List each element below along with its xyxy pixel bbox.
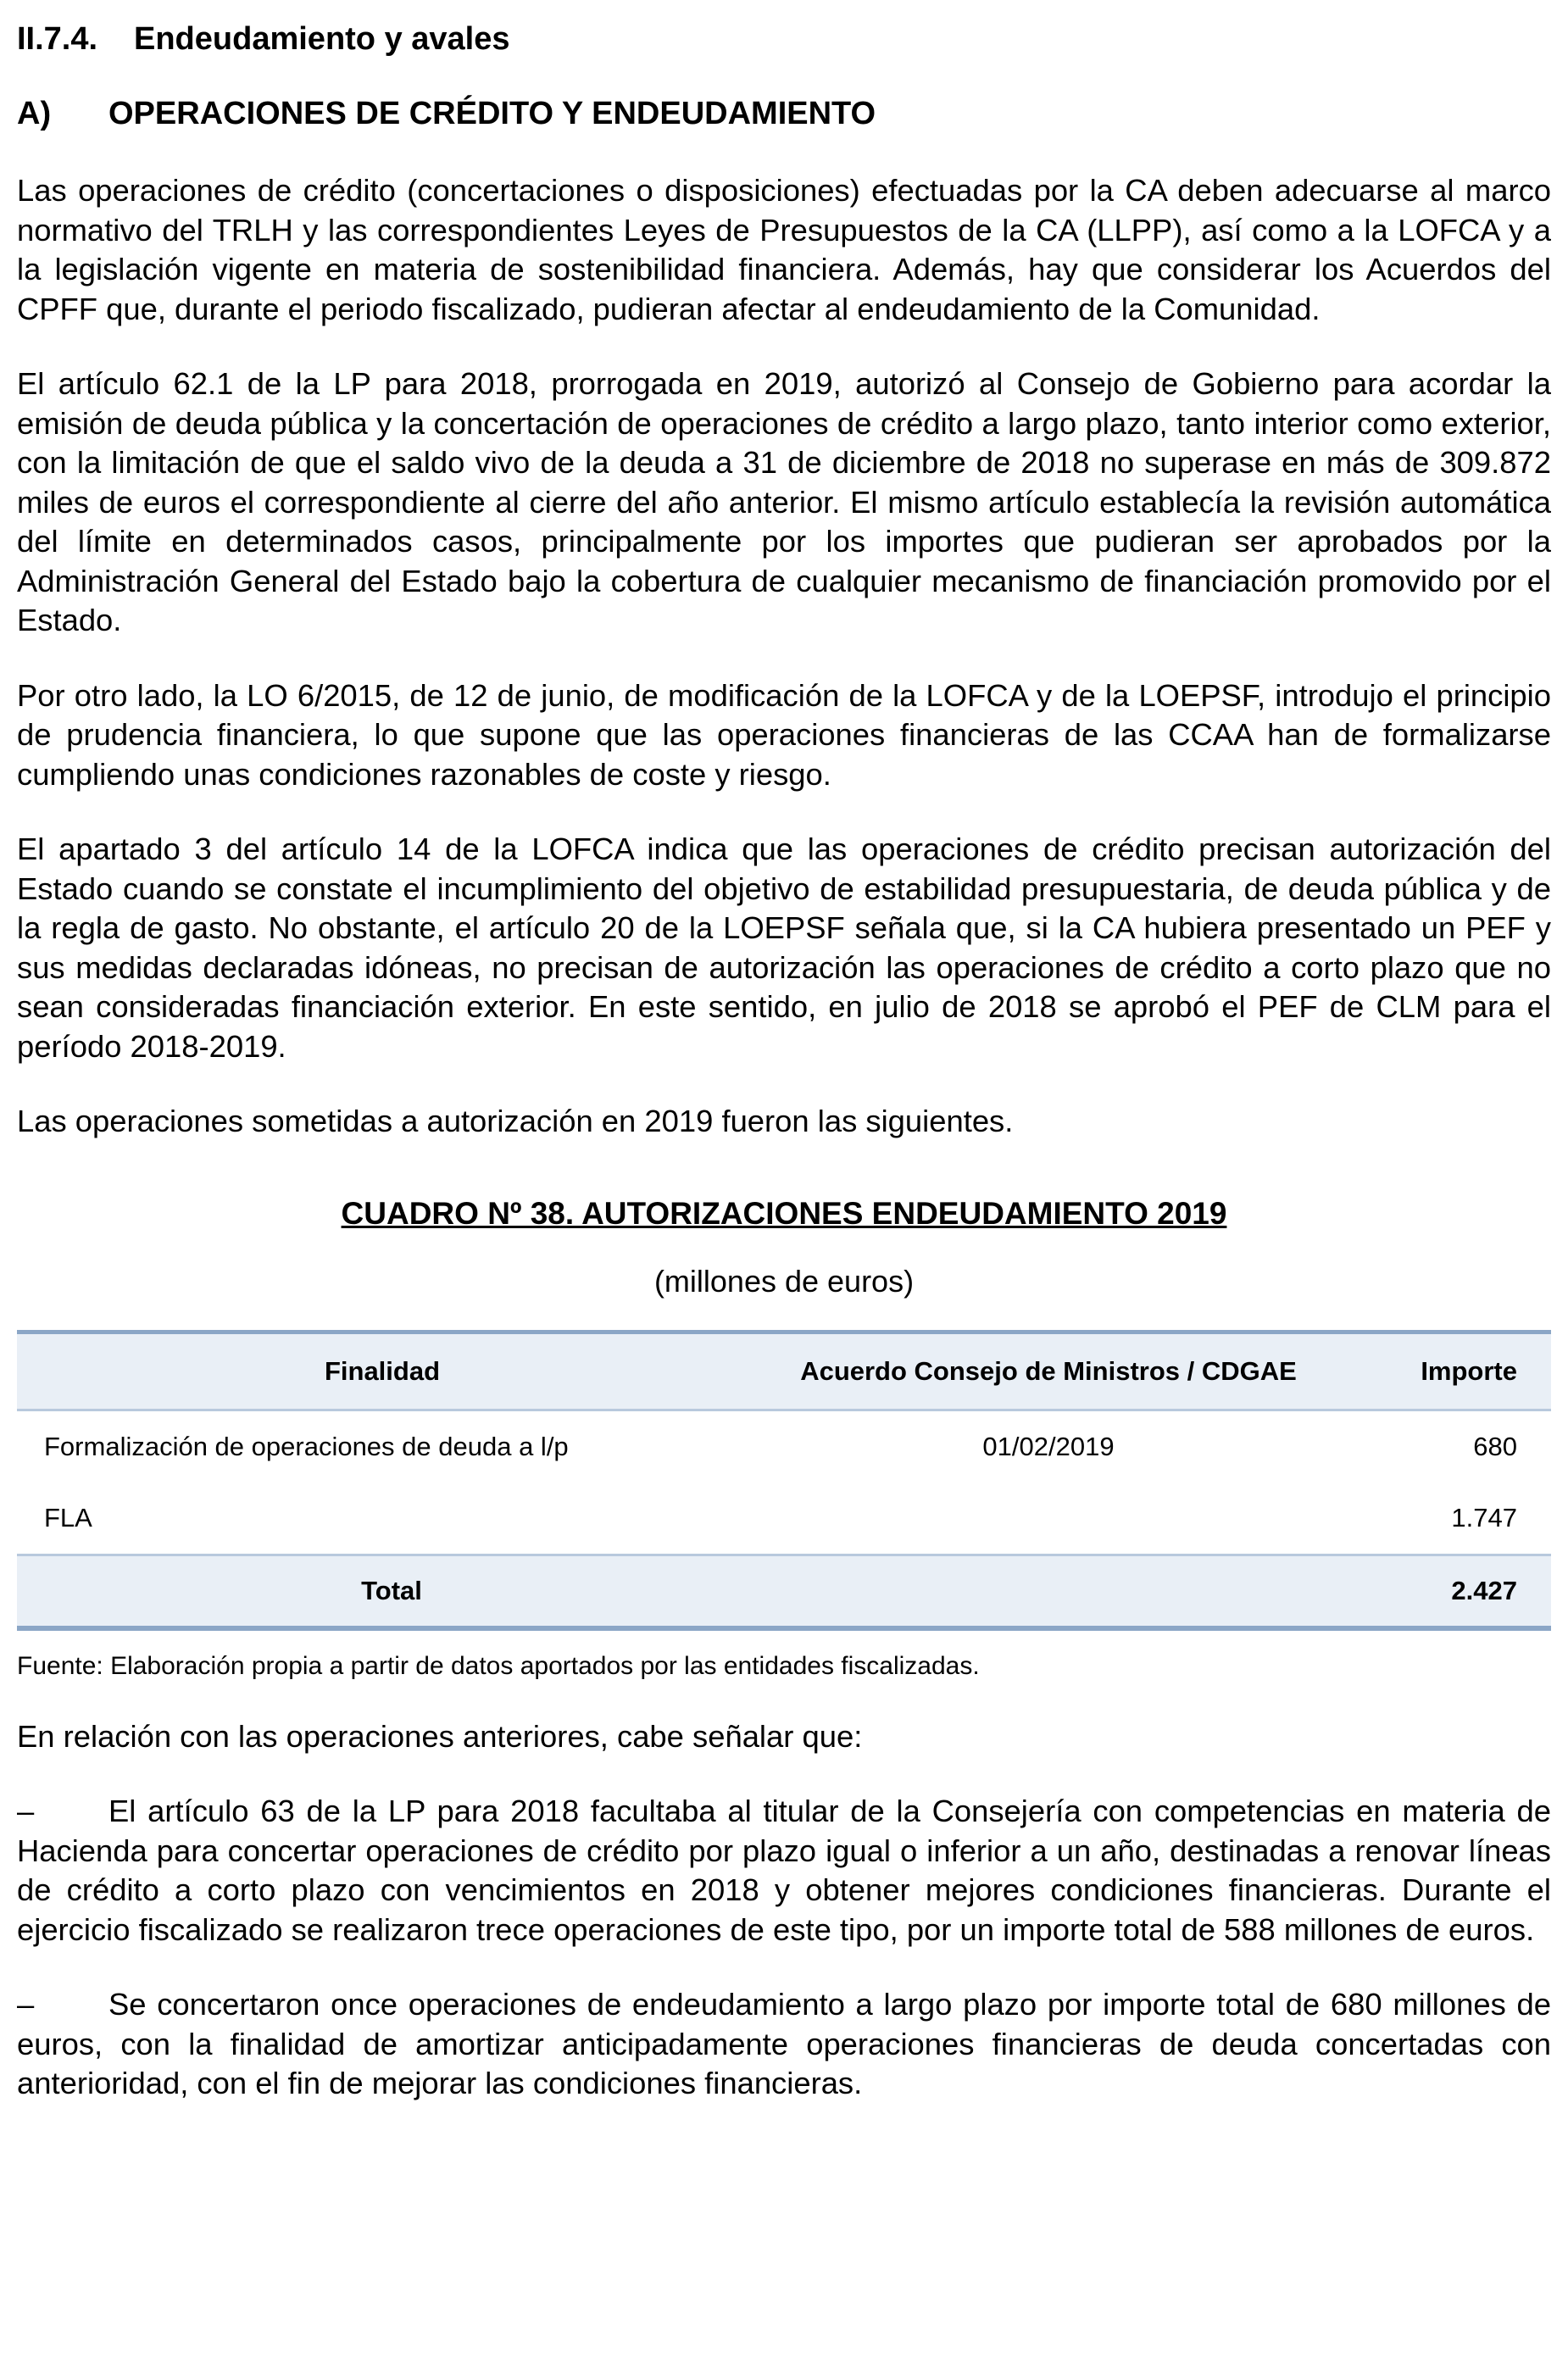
table-total-row [17, 1555, 1551, 1628]
section-title: Endeudamiento y avales [134, 21, 510, 57]
cell-importe: 680 [1473, 1431, 1517, 1461]
subsection-heading [17, 90, 1551, 137]
cell-acuerdo [748, 1482, 1349, 1555]
cell-finalidad: FLA [44, 1502, 92, 1533]
table-title: CUADRO Nº 38. AUTORIZACIONES ENDEUDAMIENTO 2019 [341, 1195, 1227, 1231]
bullet-marker: – [17, 1987, 35, 2022]
paragraph-article-14: El apartado 3 del artículo 14 de la LOFCA indica que las operaciones de crédito precisan autorización del Estado cuando se constate el incumplimiento del objetivo de estabilidad presupuestaria, de deuda pública y de la regla de gasto. No obstante, el artículo 20 de la LOEPSF señala que, si la CA hubiera presentado un PEF y sus medidas declaradas idóneas, no precisan de autorización las operaciones de crédito a corto plazo que no sean consideradas financiación exterior. En este sentido, en julio de 2018 se aprobó el PEF de CLM para el período 2018-2019. [17, 832, 1551, 1064]
bullet-marker: – [17, 1794, 35, 1828]
subsection-title: OPERACIONES DE CRÉDITO Y ENDEUDAMIENTO [108, 96, 876, 131]
table-source-note: Fuente: Elaboración propia a partir de datos aportados por las entidades fiscalizadas. [17, 1651, 980, 1680]
bullet-item [17, 1792, 1551, 1950]
total-label: Total [17, 1555, 748, 1628]
total-amount: 2.427 [1349, 1555, 1551, 1628]
table-row [17, 1482, 1551, 1555]
paragraph-legal-framework: Las operaciones de crédito (concertaciones o disposiciones) efectuadas por la CA deben adecuarse al marco normativo del TRLH y las correspondientes Leyes de Presupuestos de la CA (LLPP), así como a la LOFCA y a la legislación vigente en materia de sostenibilidad financiera. Además, hay que considerar los Acuerdos del CPFF que, durante el periodo fiscalizado, pudieran afectar al endeudamiento de la Comunidad. [17, 173, 1551, 326]
table-unit: (millones de euros) [653, 1263, 915, 1299]
debt-authorizations-table [17, 1330, 1551, 1631]
bullet-text: Se concertaron once operaciones de endeudamiento a largo plazo por importe total de 680 millones de euros, con la finalidad de amortizar anticipadamente operaciones financieras de deuda concertadas con anterioridad, con el fin de mejorar las condiciones financieras. [17, 1987, 1551, 2100]
header-finalidad: Finalidad [17, 1332, 748, 1410]
section-number: II.7.4. [17, 21, 98, 57]
paragraph-lo-6-2015: Por otro lado, la LO 6/2015, de 12 de junio, de modificación de la LOFCA y de la LOEPSF, introdujo el principio de prudencia financiera, lo que supone que las operaciones financieras de las CCAA han de formalizarse cumpliendo unas condiciones razonables de coste y riesgo. [17, 677, 1551, 792]
cell-importe: 1.747 [1451, 1502, 1517, 1533]
total-agreement [748, 1555, 1349, 1628]
paragraph-article-62: El artículo 62.1 de la LP para 2018, prorrogada en 2019, autorizó al Consejo de Gobierno para acordar la emisión de deuda pública y la concertación de operaciones de crédito a largo plazo, tanto interior como exterior, con la limitación de que el saldo vivo de la deuda a 31 de diciembre de 2018 no superase en más de 309.872 miles de euros el correspondiente al cierre del año anterior. El mismo artículo establecía la revisión automática del límite en determinados casos, principalmente por los importes que pudieran ser aprobados por la Administración General del Estado bajo la cobertura de cualquier mecanismo de financiación promovido por el Estado. [17, 366, 1551, 637]
cell-finalidad: Formalización de operaciones de deuda a l/p [44, 1431, 569, 1461]
header-acuerdo: Acuerdo Consejo de Ministros / CDGAE [748, 1332, 1349, 1410]
cell-acuerdo: 01/02/2019 [982, 1431, 1115, 1461]
section-heading [17, 15, 1551, 63]
bullet-item [17, 1985, 1551, 2104]
bullet-text: El artículo 63 de la LP para 2018 facultaba al titular de la Consejería con competencias en materia de Hacienda para concertar operaciones de crédito por plazo igual o inferior a un año, destinadas a renovar líneas de crédito a corto plazo con vencimientos en 2018 y obtener mejores condiciones financieras. Durante el ejercicio fiscalizado se realizaron trece operaciones de este tipo, por un importe total de 588 millones de euros. [17, 1794, 1551, 1947]
paragraph-table-intro: Las operaciones sometidas a autorización en 2019 fueron las siguientes. [17, 1104, 1014, 1138]
table-header-row [17, 1332, 1551, 1410]
operations-intro: En relación con las operaciones anteriores, cabe señalar que: [17, 1718, 863, 1754]
header-importe: Importe [1349, 1332, 1551, 1410]
subsection-letter: A) [17, 96, 52, 131]
table-row [17, 1410, 1551, 1482]
document-page [17, 15, 1551, 2104]
